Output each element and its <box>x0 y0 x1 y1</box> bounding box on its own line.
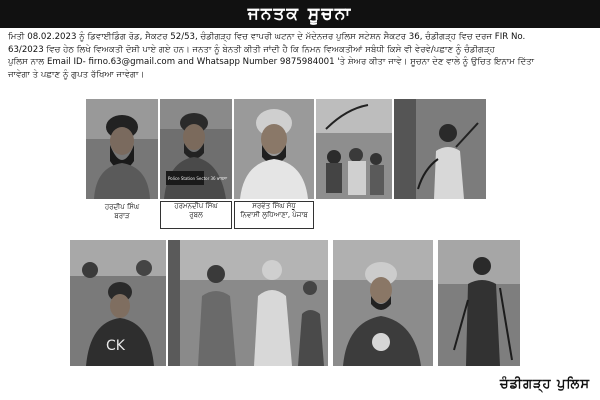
crowd-photo-1 <box>316 99 392 199</box>
photo-inset-text: Police Station Sector 36 ਖ਼ਾਲਸਾ <box>168 176 228 181</box>
suspect-photo-5 <box>333 240 433 366</box>
notice-title: ਜਨਤਕ ਸੂਚਨਾ <box>247 4 353 24</box>
suspect-detail: ਰੁਬਲ <box>189 211 203 219</box>
suspect-name: ਹਰਮਨਦੀਪ ਸਿੰਘ <box>174 202 218 210</box>
suspect-caption-1 <box>86 203 158 229</box>
suspect-caption-2 <box>160 201 232 229</box>
footer-signature: ਚੰਡੀਗੜ੍ਹ ਪੁਲਿਸ <box>499 377 590 392</box>
suspect-photo-1 <box>86 99 158 199</box>
notice-line: 63/2023 ਵਿਚ ਹੇਠ ਲਿਖੇ ਵਿਅਕਤੀ ਦੋਸ਼ੀ ਪਾਏ ਗਏ ਹਨ। ਜਨਤਾ ਨੂੰ ਬੇਨਤੀ ਕੀਤੀ ਜਾਂਦੀ ਹੈ ਕਿ ਨਿਮਨ ਵਿਅਕਤੀਆਂ ਸਬੰਧੀ ਕਿਸੇ ਵੀ ਵੇਰਵੇ/ਪਛਾਣ ਨੂੰ ਚੰਡੀਗੜ੍ਹ <box>8 44 495 55</box>
notice-line: ਪੁਲਿਸ ਨਾਲ Email ID- firno.63@gmail.com and Whatsapp Number 9875984001 'ਤੇ ਸ਼ੇਅਰ ਕੀਤਾ ਜਾਵੇ। ਸੂਚਨਾ ਦੇਣ ਵਾਲੇ ਨੂੰ ਉਚਿਤ ਇਨਾਮ ਦਿੱਤਾ <box>8 57 535 68</box>
crowd-photo-2 <box>70 240 166 366</box>
svg-text:CK: CK <box>106 338 125 354</box>
suspect-detail: ਨਿਵਾਸੀ ਲੁਧਿਆਣਾ, ਪੰਜਾਬ <box>240 211 308 219</box>
notice-body <box>8 31 596 81</box>
suspect-detail: ਬਰਾੜ <box>114 212 130 220</box>
crowd-photo-3 <box>168 240 328 366</box>
suspect-photo-6 <box>438 240 520 366</box>
suspect-photo-4 <box>394 99 486 199</box>
suspect-photo-2 <box>160 99 232 199</box>
suspect-photo-3 <box>234 99 314 199</box>
notice-header <box>0 0 600 28</box>
suspect-caption-3 <box>234 201 314 229</box>
notice-line: ਮਿਤੀ 08.02.2023 ਨੂੰ ਡਿਵਾਈਡਿੰਗ ਰੋਡ, ਸੈਕਟਰ 52/53, ਚੰਡੀਗੜ੍ਹ ਵਿਚ ਵਾਪਰੀ ਘਟਨਾ ਦੇ ਮੱਦੇਨਜ਼ਰ ਪੁਲਿਸ ਸਟੇਸ਼ਨ ਸੈਕਟਰ 36, ਚੰਡੀਗੜ੍ਹ ਵਿਚ ਦਰਜ FIR No. <box>8 32 526 42</box>
suspect-name: ਹਰਦੀਪ ਸਿੰਘ <box>104 203 140 211</box>
suspect-name: ਸਰਵੰਤ ਸਿੰਘ ਸੰਧੂ <box>252 202 296 210</box>
notice-line: ਜਾਵੇਗਾ ਤੇ ਪਛਾਣ ਨੂੰ ਗੁਪਤ ਰੱਖਿਆ ਜਾਵੇਗਾ। <box>8 69 145 80</box>
